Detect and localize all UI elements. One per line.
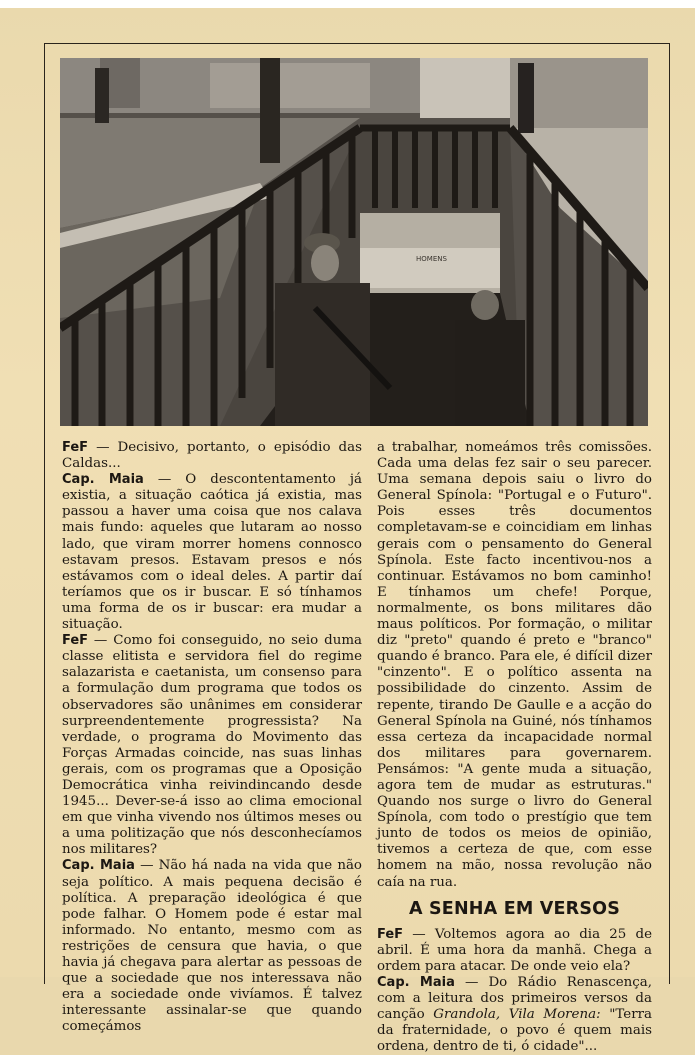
speaker-label: Cap. Maia xyxy=(62,472,144,488)
scan-edge xyxy=(0,0,695,8)
section-heading: A SENHA EM VERSOS xyxy=(408,898,621,919)
paragraph-text: — Decisivo, portanto, o episódio das Caldas... xyxy=(62,440,362,472)
speaker-label: FeF xyxy=(377,926,404,942)
speaker-label: FeF xyxy=(62,440,89,455)
paragraph-text: — Como foi conseguido, no seio duma classe elitista e servidora fiel do regime salazarista e caetanista, um consenso para a formulação dum programa que todos os observadores são unânimes em considerar surpreendentemente progressista? Na verdade, o programa do Movimento das Forças Armadas coincide, nas suas linhas gerais, com os programas que a Oposição Democrática vinha reivindincando desde 1945... Dever-se-á isso ao clima emocional em que vinha vivendo nos últimos meses ou a uma politização que nós desconhecíamos nos militares? xyxy=(62,633,362,858)
paragraph-text: — O descontentamento já existia, a situação caótica já existia, mas passou a haver uma coisa que nos calava mais fundo: aqueles que lutaram ao nosso lado, que viram morrer homens connosco estavam presos. Estavam presos e nós estávamos com o ideal deles. A partir daí teríamos que os ir buscar. E só tínhamos uma forma de os ir buscar: era mudar a situação. xyxy=(62,472,362,633)
paragraph xyxy=(377,975,652,1055)
paragraph-continued: a trabalhar, nomeámos três comissões. Cada uma delas fez sair o seu parecer. Uma semana depois saiu o livro do General Spínola: "Portugal e o Futuro". Pois esses três documentos completavam-se e coincidiam em linhas gerais com o pensamento do General Spínola. Este facto incentivou-nos a continuar. Estávamos no bom caminho! E tínhamos um chefe! Porque, normalmente, os bons militares dão maus políticos. Por formação, o militar diz "preto" quando é preto e "branco" quando é branco. Para ele, é difícil dizer "cinzento". E o político assenta na possibilidade do cinzento. Assim de repente, tirando De Gaulle e a acção do General Spínola na Guiné, nós tínhamos essa certeza da incapacidade normal dos militares para governarem. Pensámos: "A gente muda a situação, agora tem de mudar as estruturas." Quando nos surge o livro do General Spínola, com todo o prestígio que tem junto de todos os meios de opinião, tivemos a certeza de que, com esse homem na mão, nossa revolução não caía na rua. xyxy=(377,440,652,890)
speaker-label: Cap. Maia xyxy=(377,975,455,990)
paragraph-text: "Terra da fraternidade, o povo é quem mais ordena, dentro de ti, ó cidade"... xyxy=(377,1007,652,1055)
paragraph-text: — Não há nada na vida que não seja político. A mais pequena decisão é política. A preparação ideológica é que pode falhar. O Homem pode é estar mal informado. No entanto, mesmo com as restrições de censura que havia, o que havia já chegava para alertar as pessoas de que a sociedade que nos interessava não era a sociedade onde vivíamos. É talvez interessante assinalar-se que quando começámos xyxy=(62,858,362,1035)
photo-soldiers-stairway xyxy=(60,58,648,426)
paragraph xyxy=(62,440,362,472)
paragraph xyxy=(377,927,652,975)
paragraph-text: — Voltemos agora ao dia 25 de abril. É uma hora da manhã. Chega a ordem para atacar. De onde veio ela? xyxy=(377,926,652,974)
paragraph-text: — Do Rádio Renascença, com a leitura dos primeiros versos da canção xyxy=(377,975,652,1023)
paragraph xyxy=(62,858,362,1035)
song-title: Grandola, Vila Morena: xyxy=(433,1007,601,1023)
sign-text: HOMENS xyxy=(416,255,447,263)
speaker-label: Cap. Maia xyxy=(62,858,135,874)
article-right-column xyxy=(377,440,652,1055)
article-left-column xyxy=(62,440,362,1035)
speaker-label: FeF xyxy=(62,633,89,649)
paragraph xyxy=(62,472,362,633)
paragraph xyxy=(62,633,362,858)
